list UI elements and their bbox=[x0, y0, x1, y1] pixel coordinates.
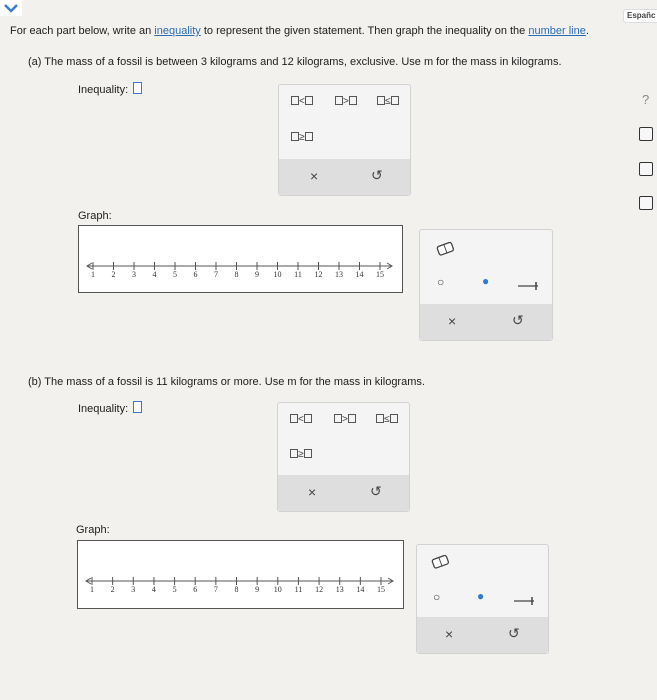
language-link[interactable]: Españc bbox=[623, 9, 657, 23]
tick-label: 5 bbox=[172, 585, 177, 594]
calculator-icon[interactable] bbox=[639, 127, 653, 141]
tick-label: 4 bbox=[152, 270, 157, 279]
answer-input[interactable] bbox=[133, 82, 142, 94]
graph-tools bbox=[419, 229, 553, 341]
number-line[interactable] bbox=[78, 541, 403, 608]
undo-button[interactable]: ↺ bbox=[370, 483, 382, 499]
open-circle-tool[interactable]: ○ bbox=[433, 590, 441, 604]
segment-tool[interactable] bbox=[512, 593, 536, 611]
tick-label: 8 bbox=[234, 585, 239, 594]
tick-label: 2 bbox=[110, 585, 115, 594]
greater-than-button[interactable]: > bbox=[335, 96, 357, 107]
instructions bbox=[10, 25, 589, 37]
eraser-icon[interactable] bbox=[436, 242, 456, 261]
tick-label: 12 bbox=[314, 270, 323, 279]
tick-label: 8 bbox=[234, 270, 239, 279]
tick-label: 6 bbox=[193, 585, 198, 594]
tick-label: 13 bbox=[335, 270, 343, 279]
mail-icon[interactable] bbox=[639, 196, 653, 210]
tick-label: 10 bbox=[273, 270, 282, 279]
tick-label: 5 bbox=[173, 270, 177, 279]
tick-label: 4 bbox=[151, 585, 156, 594]
undo-button[interactable]: ↺ bbox=[512, 312, 524, 328]
tick-label: 6 bbox=[193, 270, 198, 279]
clear-button[interactable]: × bbox=[445, 626, 454, 642]
tick-label: 11 bbox=[294, 585, 303, 594]
tick-label: 7 bbox=[214, 270, 218, 279]
palette-footer bbox=[278, 475, 409, 511]
symbol-palette bbox=[277, 402, 410, 512]
tick-label: 12 bbox=[315, 585, 324, 594]
image-icon[interactable] bbox=[639, 162, 653, 176]
less-than-button[interactable]: < bbox=[290, 414, 312, 425]
segment-tool[interactable] bbox=[516, 278, 540, 296]
inequality-label: Inequality: bbox=[78, 84, 129, 96]
tick-label: 10 bbox=[273, 585, 282, 594]
greater-equal-button[interactable]: ≥ bbox=[291, 132, 313, 143]
tick-label: 15 bbox=[377, 585, 385, 594]
instructions-text: . bbox=[585, 25, 589, 37]
clear-button[interactable]: × bbox=[308, 484, 317, 500]
inequality-label: Inequality: bbox=[78, 403, 129, 415]
part-b-prompt: (b) The mass of a fossil is 11 kilograms or more. Use m for the mass in kilograms. bbox=[28, 376, 425, 388]
greater-equal-button[interactable]: ≥ bbox=[290, 449, 312, 460]
closed-circle-tool[interactable]: ● bbox=[482, 274, 490, 288]
number-line[interactable] bbox=[79, 226, 402, 292]
closed-circle-tool[interactable]: ● bbox=[477, 589, 485, 603]
tick-label: 9 bbox=[255, 585, 260, 594]
part-b-graph-label: Graph: bbox=[76, 524, 110, 536]
tick-label: 14 bbox=[355, 270, 364, 279]
tick-label: 14 bbox=[356, 585, 365, 594]
tick-label: 15 bbox=[376, 270, 384, 279]
tick-label: 7 bbox=[213, 585, 218, 594]
instructions-text: to represent the given statement. Then graph the inequality on the bbox=[200, 25, 529, 37]
number-line-link[interactable]: number line bbox=[528, 25, 586, 37]
instructions-text: For each part below, write an bbox=[10, 25, 155, 37]
inequality-link[interactable]: inequality bbox=[154, 25, 201, 37]
less-equal-button[interactable]: ≤ bbox=[377, 96, 399, 107]
part-a-graph-label: Graph: bbox=[78, 210, 112, 222]
tick-label: 13 bbox=[335, 585, 344, 594]
eraser-icon[interactable] bbox=[431, 555, 451, 574]
clear-button[interactable]: × bbox=[310, 168, 319, 184]
open-circle-tool[interactable]: ○ bbox=[437, 275, 445, 289]
symbol-palette bbox=[278, 84, 411, 196]
undo-button[interactable]: ↺ bbox=[508, 625, 520, 641]
tick-label: 11 bbox=[294, 270, 302, 279]
part-a-inequality bbox=[78, 82, 142, 96]
clear-button[interactable]: × bbox=[448, 313, 457, 329]
collapse-chevron-icon[interactable] bbox=[0, 0, 22, 16]
tick-label: 9 bbox=[255, 270, 259, 279]
graph-tools bbox=[416, 544, 549, 654]
less-than-button[interactable]: < bbox=[291, 96, 313, 107]
graph-tools-footer bbox=[417, 617, 548, 653]
tick-label: 3 bbox=[132, 270, 136, 279]
undo-button[interactable]: ↺ bbox=[371, 167, 383, 183]
tick-label: 1 bbox=[90, 585, 94, 594]
tick-label: 1 bbox=[91, 270, 95, 279]
tick-label: 2 bbox=[111, 270, 116, 279]
graph-tools-footer bbox=[420, 304, 552, 340]
greater-than-button[interactable]: > bbox=[334, 414, 356, 425]
help-icon[interactable]: ? bbox=[642, 92, 650, 107]
less-equal-button[interactable]: ≤ bbox=[376, 414, 398, 425]
number-line-graph[interactable] bbox=[77, 540, 404, 609]
palette-footer bbox=[279, 159, 410, 195]
number-line-graph[interactable] bbox=[78, 225, 403, 293]
part-a-prompt: (a) The mass of a fossil is between 3 kilograms and 12 kilograms, exclusive. Use m for the mass in kilograms. bbox=[28, 56, 562, 68]
part-b-inequality bbox=[78, 401, 142, 415]
answer-input[interactable] bbox=[133, 401, 142, 413]
tick-label: 3 bbox=[131, 585, 136, 594]
